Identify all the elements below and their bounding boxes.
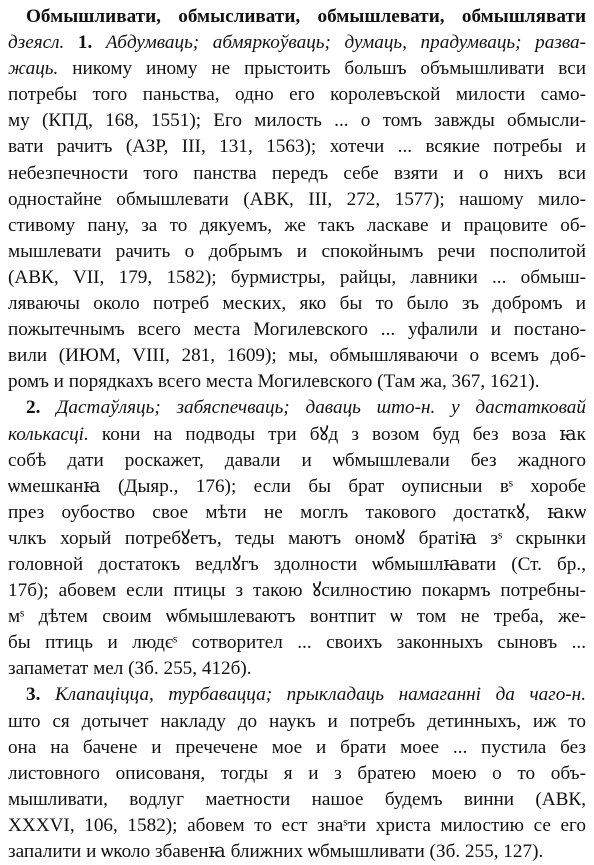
- text-line: [8, 395, 586, 421]
- citation-text: пожытечнымъ всего места Могилевского ... уфалили и постано-: [8, 319, 586, 341]
- citation-text: (АВК, VII, 179, 1582); бурмистры, райцы, лавники ... обмыш-: [8, 266, 586, 288]
- citation-text: она на бачене и пречечене мое и брати моее ... пустила без: [8, 736, 586, 758]
- definition-text: колькасці.: [8, 423, 102, 445]
- text-line: [8, 578, 586, 604]
- citation-text: мышливати, водлуг маетности нашое будемъ винни (АВК,: [8, 788, 586, 810]
- text-line: [8, 839, 586, 865]
- text-line: [8, 317, 586, 343]
- text-line: [8, 134, 586, 160]
- text-line: [8, 709, 586, 735]
- citation-text: потребы того паньства, одно его королевъской милости само-: [8, 84, 586, 106]
- text-line: [8, 761, 586, 787]
- sense-number: 1.: [77, 32, 106, 54]
- text-line: [8, 604, 586, 630]
- text-line: [8, 56, 586, 82]
- text-line: [8, 161, 586, 187]
- text-line: [8, 735, 586, 761]
- text-line: [8, 448, 586, 474]
- text-line: [8, 787, 586, 813]
- text-line: [8, 291, 586, 317]
- citation-text: одностайне обмышлевати (АВК, III, 272, 1577); нашому мило-: [8, 188, 586, 210]
- text-line: [8, 108, 586, 134]
- sense-number: 2.: [26, 397, 57, 419]
- text-line: [8, 474, 586, 500]
- sense-number: 3.: [26, 684, 55, 706]
- text-line: [8, 4, 586, 30]
- citation-text: вати рачитъ (АЗР, III, 131, 1563); хотечи ... всякие потребы и: [8, 136, 586, 158]
- citation-text: небезпечности того панства передъ себе взяти и о нихъ вси: [8, 162, 586, 184]
- citation-text: през оубоство свое мѣти не моглъ такового достаткꙋ, ꙗкѡ: [8, 501, 586, 523]
- text-line: [8, 239, 586, 265]
- citation-text: мышлевати рачить о добрымъ и спокойнымъ речи посполитой: [8, 240, 586, 262]
- citation-text: вили (ИЮМ, VIII, 281, 1609); мы, обмышляваючи о всемъ доб-: [8, 345, 586, 367]
- citation-text: собѣ дати роскажет, давали и ѡбмышлевали без жадного: [8, 449, 586, 471]
- citation-text: 17б); абовем если птицы з такою ꙋсилностию покармъ потребны-: [8, 580, 586, 602]
- citation-text: члкъ хорый потребꙋетъ, теды маютъ ономꙋ братіꙗ зˢ скрынки: [8, 527, 586, 549]
- citation-text: бы птиць и людєˢ сотворител ... своихъ законныхъ сыновъ ...: [8, 632, 586, 654]
- citation-text: ляваючы около потреб меских, яко бы то было зъ добромъ и: [8, 293, 586, 315]
- text-line: [8, 265, 586, 291]
- citation-text: ѡмешканꙗ (Дыяр., 176); если бы брат оуписныи вˢ хоробе: [8, 475, 586, 497]
- text-line: [8, 813, 586, 839]
- text-line: [8, 82, 586, 108]
- text-line: [8, 30, 586, 56]
- text-line: [8, 526, 586, 552]
- headword: Обмышливати, обмысливати, обмышлевати, обмышлявати: [26, 6, 586, 27]
- citation-text: запаметат мел (Зб. 255, 412б).: [8, 658, 252, 680]
- text-line: [8, 422, 586, 448]
- citation-text: му (КПД, 168, 1551); Его милость ... о томъ завжды обмысли-: [8, 110, 586, 132]
- citation-text: листовного описованя, тогды я и з братею моею о то объ-: [8, 762, 586, 784]
- definition-text: жаць.: [8, 58, 73, 80]
- citation-text: мˢ дѣтем своим ѡбмышлеваютъ вонтпит ѡ том не треба, же-: [8, 606, 586, 628]
- citation-text: головной достатокъ ведлꙋгъ здолности ѡбмышлꙗвати (Ст. бр.,: [8, 553, 586, 575]
- text-line: [8, 552, 586, 578]
- dictionary-entry: [8, 4, 586, 865]
- citation-text: XXXVI, 106, 1582); абовем то ест знаˢти христа милостию се его: [8, 814, 586, 836]
- citation-text: никому иному не прыстоить большъ объмышливати вси: [72, 58, 586, 80]
- definition-text: дзеясл.: [8, 32, 78, 54]
- citation-text: кони на подводы три бꙋд з возом буд без воза ꙗк: [101, 423, 586, 445]
- text-line: [8, 187, 586, 213]
- text-line: [8, 682, 586, 708]
- citation-text: што ся дотычет накладу до наукъ и потребъ детинныхъ, иж то: [8, 710, 586, 732]
- definition-text: Абдумваць; абмяркоўваць; думаць, прадумваць; разва-: [105, 32, 586, 54]
- citation-text: запалити и ѡколо збавенꙗ ближних ѡбмышливати (Зб. 255, 127).: [8, 841, 544, 862]
- text-line: [8, 369, 586, 395]
- text-line: [8, 630, 586, 656]
- text-line: [8, 213, 586, 239]
- text-line: [8, 500, 586, 526]
- definition-text: Клапаціцца, турбавацца; прыкладаць намаганні да чаго-н.: [54, 684, 586, 706]
- text-line: [8, 343, 586, 369]
- citation-text: ромъ и порядкахъ всего места Могилевского (Там жа, 367, 1621).: [8, 371, 540, 393]
- definition-text: Дастаўляць; забяспечваць; даваць што-н. у дастатковай: [56, 397, 586, 419]
- text-line: [8, 656, 586, 682]
- citation-text: стивому пану, за то дякуемъ, же такъ ласкаве и працовите об-: [8, 214, 586, 236]
